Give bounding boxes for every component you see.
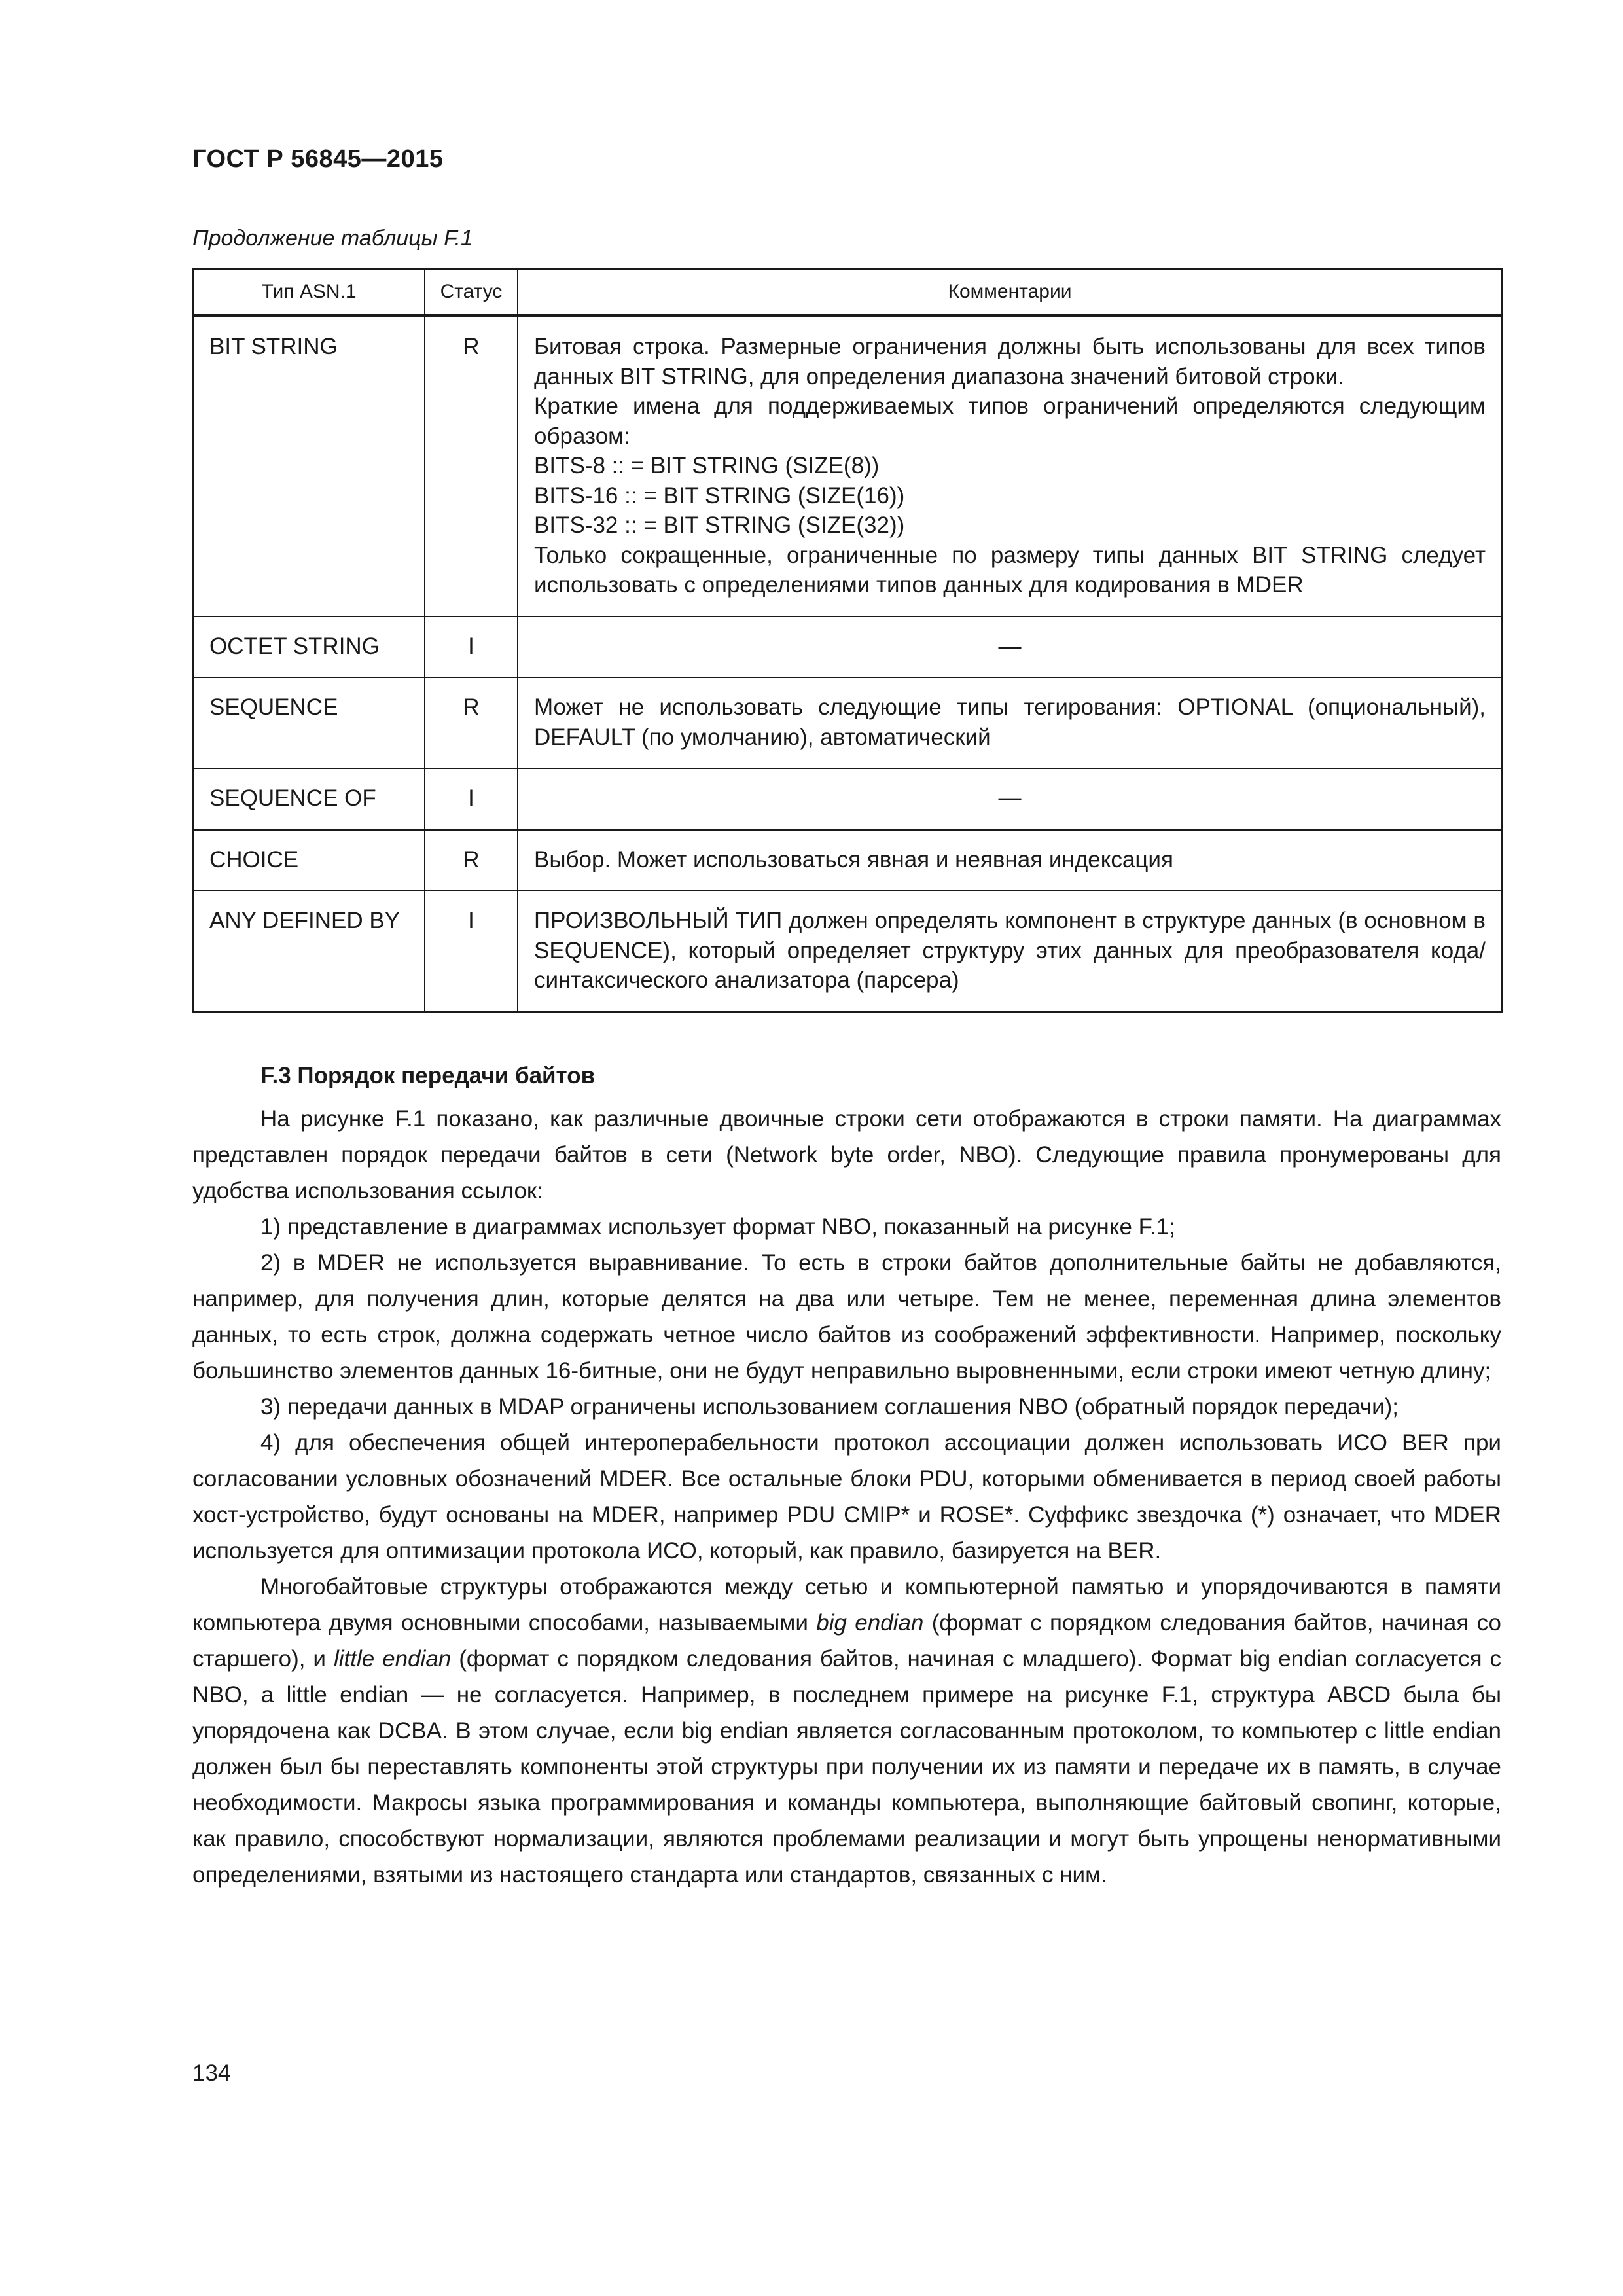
- type-cell: CHOICE: [193, 830, 425, 891]
- type-cell: BIT STRING: [193, 316, 425, 617]
- endianness-text: (формат с порядком следования байтов, начиная с младшего). Формат big endian согласуется с NBO, а little endian — не согласуется. Например, в последнем примере на рисунке F.1, структура ABCD была бы упорядочена как DCBA. В этом случае, если big endian является согласованным протоколом, то компьютер с little endian должен был бы переставлять компоненты этой структуры при получении их из памяти и передаче их в память, в случае необходимости. Макросы языка программирования и команды компьютера, выполняющие байтовый свопинг, которые, как правило, способствуют нормализации, являются проблемами реализации и могут быть упрощены ненормативными определениями, взятыми из настоящего стандарта или стандартов, связанных с ним.: [192, 1646, 1501, 1888]
- page-number: 134: [192, 2060, 231, 2086]
- table-caption: Продолжение таблицы F.1: [192, 226, 473, 251]
- comment-line: Только сокращенные, ограниченные по размеру типы данных BIT STRING следует использовать с определениями типов данных для кодирования в MDER: [534, 542, 1486, 598]
- status-cell: R: [425, 830, 518, 891]
- comment-line: BITS-16 :: = BIT STRING (SIZE(16)): [534, 482, 905, 509]
- comment-line: Краткие имена для поддерживаемых типов ограничений определяются следующим образом:: [534, 393, 1486, 449]
- table-row: [193, 891, 1502, 1012]
- table-row: [193, 316, 1502, 617]
- table-row: [193, 830, 1502, 891]
- comment-line: BITS-8 :: = BIT STRING (SIZE(8)): [534, 453, 880, 478]
- status-cell: R: [425, 677, 518, 768]
- comment-line: BITS-32 :: = BIT STRING (SIZE(32)): [534, 512, 905, 538]
- table-row: [193, 768, 1502, 830]
- comment-cell: Может не использовать следующие типы тегирования: OPTIONAL (опциональный), DEFAULT (по умолчанию), автоматический: [518, 677, 1502, 768]
- comment-line: Битовая строка. Размерные ограничения должны быть использованы для всех типов данных BIT STRING, для определения диапазона значений битовой строки.: [534, 334, 1486, 389]
- intro-paragraph: На рисунке F.1 показано, как различные двоичные строки сети отображаются в строки памяти. На диаграммах представлен порядок передачи байтов в сети (Network byte order, NBO). Следующие правила пронумерованы для удобства использования ссылок:: [192, 1106, 1501, 1204]
- comment-cell: —: [518, 617, 1502, 678]
- type-cell: SEQUENCE OF: [193, 768, 425, 830]
- comment-cell: [518, 316, 1502, 617]
- asn1-types-table: [192, 268, 1503, 1013]
- status-cell: I: [425, 768, 518, 830]
- section-body: [192, 1101, 1501, 1893]
- section-title: F.3 Порядок передачи байтов: [260, 1063, 596, 1088]
- big-endian-term: big endian: [816, 1610, 924, 1636]
- comment-cell: ПРОИЗВОЛЬНЫЙ ТИП должен определять компонент в структуре данных (в основном в SEQUENCE), который определяет структуру этих данных для преобразователя кода/синтаксического анализатора (парсера): [518, 891, 1502, 1012]
- list-item: 2) в MDER не используется выравнивание. То есть в строки байтов дополнительные байты не добавляются, например, для получения длин, которые делятся на два или четыре. Тем не менее, переменная длина элементов данных, то есть строк, должна содержать четное число байтов из соображений эффективности. Например, поскольку большинство элементов данных 16-битные, они не будут неправильно выровненными, если строки имеют четную длину;: [192, 1250, 1501, 1384]
- column-header-status: Статус: [425, 269, 518, 316]
- standard-header: ГОСТ Р 56845—2015: [192, 145, 444, 173]
- endianness-text: Многобайтовые структуры отображаются между сетью и компьютерной памятью и упорядочиваются в памяти компьютера двумя основными способами, называемыми: [192, 1574, 1501, 1636]
- little-endian-term: little endian: [333, 1646, 452, 1672]
- column-header-type: Тип ASN.1: [193, 269, 425, 316]
- table-row: [193, 677, 1502, 768]
- table-header-row: [193, 269, 1502, 316]
- list-item: 4) для обеспечения общей интероперабельности протокол ассоциации должен использовать ИСО BER при согласовании условных обозначений MDER. Все остальные блоки PDU, которыми обменивается в период своей работы хост-устройство, будут основаны на MDER, например PDU CMIP* и ROSE*. Суффикс звездочка (*) означает, что MDER используется для оптимизации протокола ИСО, который, как правило, базируется на BER.: [192, 1430, 1501, 1564]
- list-item: 1) представление в диаграммах использует формат NBO, показанный на рисунке F.1;: [260, 1214, 1176, 1240]
- column-header-comments: Комментарии: [518, 269, 1502, 316]
- comment-cell: Выбор. Может использоваться явная и неявная индексация: [518, 830, 1502, 891]
- type-cell: OCTET STRING: [193, 617, 425, 678]
- status-cell: R: [425, 316, 518, 617]
- table-row: [193, 617, 1502, 678]
- list-item: 3) передачи данных в MDAP ограничены использованием соглашения NBO (обратный порядок передачи);: [260, 1394, 1399, 1420]
- status-cell: I: [425, 617, 518, 678]
- endianness-paragraph: [192, 1569, 1501, 1893]
- type-cell: ANY DEFINED BY: [193, 891, 425, 1012]
- endianness-text: (формат с порядком следования байтов, начиная со старшего), и: [192, 1610, 1501, 1672]
- type-cell: SEQUENCE: [193, 677, 425, 768]
- status-cell: I: [425, 891, 518, 1012]
- comment-cell: —: [518, 768, 1502, 830]
